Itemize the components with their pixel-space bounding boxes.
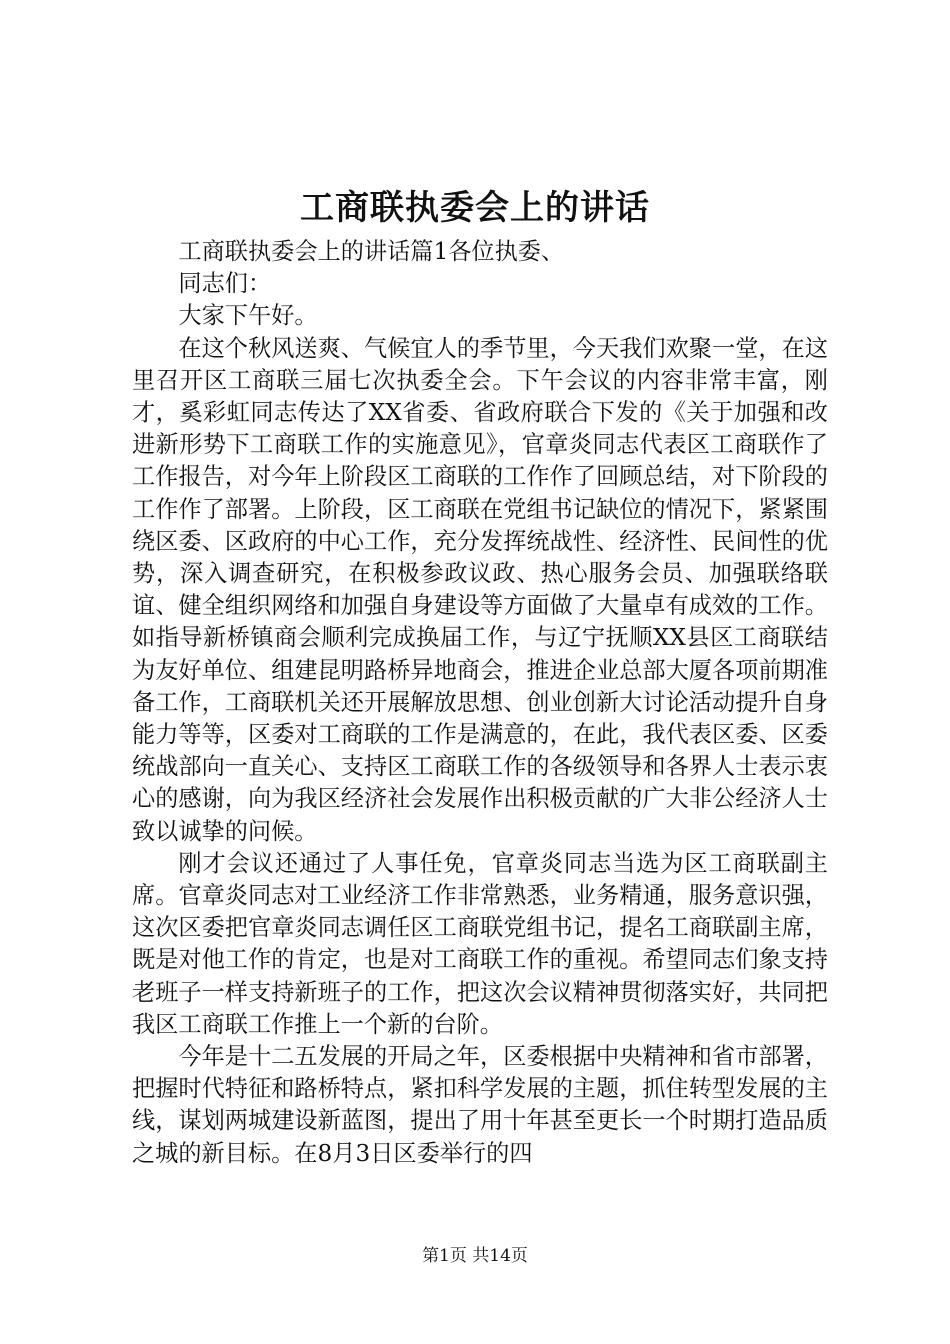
paragraph-heading-line: 工商联执委会上的讲话篇1各位执委、: [178, 238, 565, 265]
paragraph-greeting: 大家下午好。: [178, 302, 318, 330]
paragraph-body-3: 今年是十二五发展的开局之年，区委根据中央精神和省市部署，把握时代特征和路桥特点，紧扣科学发展的主题，抓住转型发展的主线，谋划两城建设新蓝图，提出了用十年甚至更长一个时期打造品质之城的新目标。在8月3日区委举行的四: [132, 1043, 828, 1167]
document-title: 工商联执委会上的讲话: [300, 188, 650, 228]
page-footer: 第1页 共14页: [422, 1246, 528, 1266]
paragraph-salutation: 同志们：: [178, 270, 272, 298]
document-body: [132, 236, 828, 1170]
paragraph-body-2: 刚才会议还通过了人事任免，官章炎同志当选为区工商联副主席。官章炎同志对工业经济工作非常熟悉，业务精通，服务意识强，这次区委把官章炎同志调任区工商联党组书记，提名工商联副主席，既是对他工作的肯定，也是对工商联工作的重视。希望同志们象支持老班子一样支持新班子的工作，把这次会议精神贯彻落实好，共同把我区工商联工作推上一个新的台阶。: [132, 849, 828, 1038]
paragraph-body-1: 在这个秋风送爽、气候宜人的季节里，今天我们欢聚一堂，在这里召开区工商联三届七次执委全会。下午会议的内容非常丰富，刚才，奚彩虹同志传达了XX省委、省政府联合下发的《关于加强和改进新形势下工商联工作的实施意见》，官章炎同志代表区工商联作了工作报告，对今年上阶段区工商联的工作作了回顾总结，对下阶段的工作作了部署。上阶段，区工商联在党组书记缺位的情况下，紧紧围绕区委、区政府的中心工作，充分发挥统战性、经济性、民间性的优势，深入调查研究，在积极参政议政、热心服务会员、加强联络联谊、健全组织网络和加强自身建设等方面做了大量卓有成效的工作。如指导新桥镇商会顺利完成换届工作，与辽宁抚顺XX县区工商联结为友好单位、组建昆明路桥异地商会，推进企业总部大厦各项前期准备工作，工商联机关还开展解放思想、创业创新大讨论活动提升自身能力等等，区委对工商联的工作是满意的，在此，我代表区委、区委统战部向一直关心、支持区工商联工作的各级领导和各界人士表示衷心的感谢，向为我区经济社会发展作出积极贡献的广大非公经济人士致以诚挚的问候。: [132, 334, 828, 845]
